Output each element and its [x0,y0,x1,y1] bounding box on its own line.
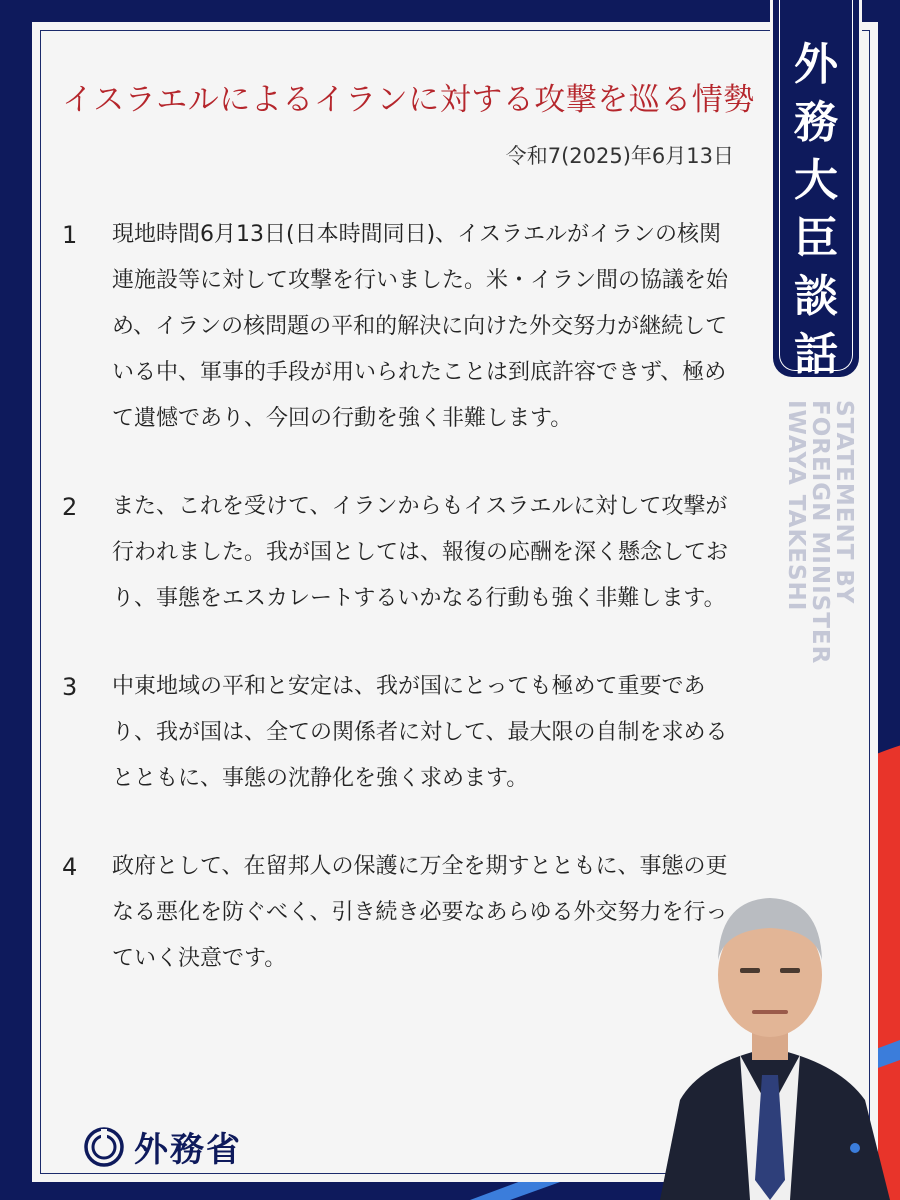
statement-item [62,484,742,622]
item-number: 4 [62,853,78,881]
english-statement-label [776,400,856,690]
english-label-line: FOREIGN MINISTER [807,400,833,665]
badge-char: 話 [794,329,838,380]
statement-date: 令和7(2025)年6月13日 [505,144,734,168]
item-text: 政府として、在留邦人の保護に万全を期すとともに、事態の更なる悪化を防ぐべく、引き続き必要なあらゆる外交努力を行っていく決意です。 [112,854,728,971]
english-label-line: IWAYA TAKESHI [783,400,809,612]
minister-portrait [640,850,900,1200]
item-number: 3 [62,673,78,701]
badge-char: 談 [794,271,838,322]
english-label-line: STATEMENT BY [831,400,857,605]
statement-item [62,212,742,442]
item-text: 現地時間6月13日(日本時間同日)、イスラエルがイランの核関連施設等に対して攻撃を行いました。米・イラン間の協議を始め、イランの核問題の平和的解決に向けた外交努力が継続している中、軍事的手段が用いられたことは到底許容できず、極めて遺憾であり、今回の行動を強く非難します。 [112,222,729,431]
ministry-emblem-icon [84,1127,124,1167]
item-text: 中東地域の平和と安定は、我が国にとっても極めて重要であり、我が国は、全ての関係者に対して、最大限の自制を求めるとともに、事態の沈静化を強く求めます。 [112,674,728,791]
minister-statement-badge [770,0,862,380]
ministry-name: 外務省 [134,1130,242,1170]
item-number: 1 [62,221,78,249]
badge-char: 臣 [794,213,838,264]
badge-char: 大 [794,155,838,206]
statement-item [62,664,742,802]
page-title: イスラエルによるイランに対する攻撃を巡る情勢 [62,82,755,118]
item-number: 2 [62,493,78,521]
badge-char: 務 [794,97,838,148]
item-text: また、これを受けて、イランからもイスラエルに対して攻撃が行われました。我が国としては、報復の応酬を深く懸念しており、事態をエスカレートするいかなる行動も強く非難します。 [112,494,729,611]
ministry-logo [84,1122,242,1171]
badge-char: 外 [794,39,838,90]
